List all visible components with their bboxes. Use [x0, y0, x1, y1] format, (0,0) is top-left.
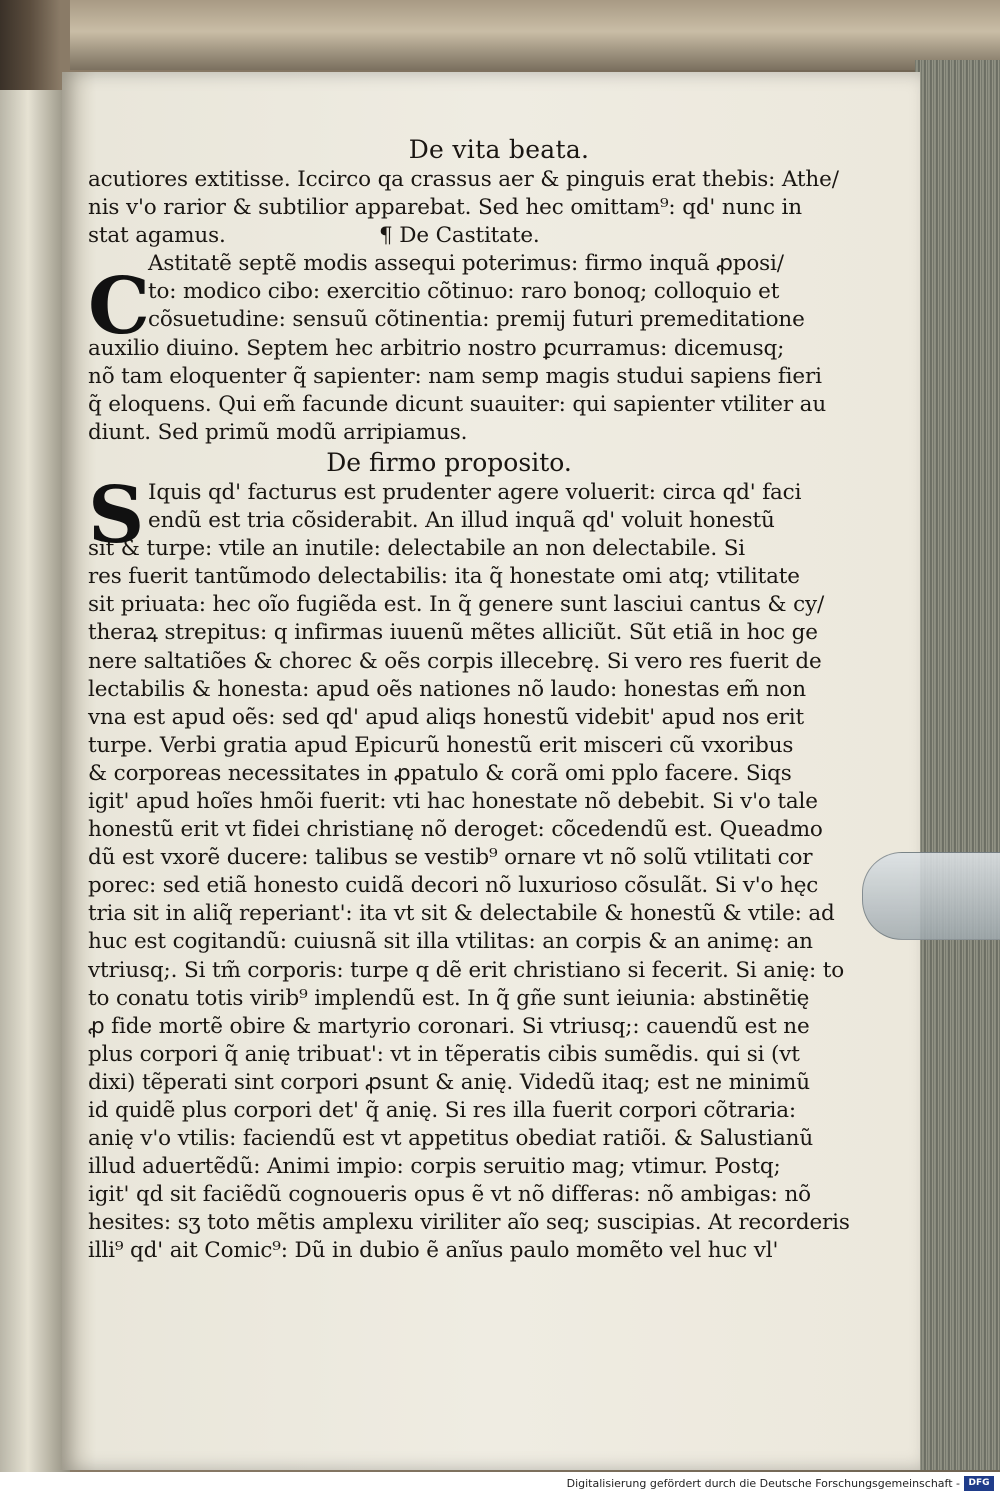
text-line: auxilio diuino. Septem hec arbitrio nostro ꝑcurramus: dicemusq;: [88, 335, 785, 361]
initial-letter-c: C: [88, 261, 151, 352]
section-heading-firmo-proposito: De firmo proposito.: [326, 447, 572, 477]
text-line: turpe. Verbi gratia apud Epicurũ honestũ erit misceri cũ vxoribus: [88, 732, 794, 758]
text-line: igit' apud hoĩes hmõi fuerit: vti hac honestate nõ debebit. Si v'o tale: [88, 788, 818, 814]
text-line: cõsuetudine: sensuũ cõtinentia: premij futuri premeditatione: [148, 307, 805, 333]
text-line: to: modico cibo: exercitio cõtinuo: raro bonoq; colloquio et: [148, 279, 780, 305]
text-line: ꝓ fide mortẽ obire & martyrio coronari. Si vtriusq;: cauendũ est ne: [88, 1013, 810, 1039]
text-line: vtriusq;. Si tm̃ corporis: turpe q dẽ erit christiano si fecerit. Si anię: to: [88, 957, 845, 983]
text-line: id quidẽ plus corpori det' q̃ anię. Si res illa fuerit corpori cõtraria:: [88, 1098, 796, 1123]
text-line: acutiores extitisse. Iccirco qa crassus aer & pinguis erat thebis: Athe/: [88, 167, 839, 192]
text-line: sit priuata: hec oĩo fugiẽda est. In q̃ genere sunt lasciui cantus & cy/: [88, 592, 825, 618]
text-line: illi⁹ qd' ait Comic⁹: Dũ in dubio ẽ anĩus paulo momẽto vel huc vl': [88, 1238, 779, 1264]
funding-credit: Digitalisierung gefördert durch die Deutsche Forschungsgemeinschaft -: [566, 1477, 960, 1490]
page-text: [88, 135, 850, 1266]
text-line: anię v'o vtilis: faciendũ est vt appetitus obediat ratiõi. & Salustianũ: [88, 1126, 814, 1152]
text-line: to conatu totis virib⁹ implendũ est. In q̃ gñe sunt ieiunia: abstinẽtię: [88, 985, 810, 1011]
text-line: igit' qd sit faciẽdũ cognoueris opus ẽ vt nõ differas: nõ ambigas: nõ: [88, 1182, 811, 1208]
text-line: tria sit in aliq̃ reperiant': ita vt sit & delectabile & honestũ & vtile: ad: [88, 901, 835, 927]
section-heading-castitate: ¶ De Castitate.: [379, 223, 540, 249]
text-line: porec: sed etiã honesto cuidã decori nõ luxurioso cõsulãt. Si v'o hęc: [88, 873, 819, 899]
text-line: plus corpori q̃ anię tribuat': vt in tẽperatis cibis sumẽdis. qui si (vt: [88, 1041, 800, 1067]
text-line: huc est cogitandũ: cuiusnã sit illa vtilitas: an corpis & an animę: an: [88, 929, 813, 955]
dfg-logo: DFG: [964, 1476, 994, 1491]
page-clip: [862, 852, 1000, 940]
text-line: q̃ eloquens. Qui em̃ facunde dicunt suauiter: qui sapienter vtiliter au: [88, 391, 827, 417]
text-line: [88, 222, 800, 250]
text-line: endũ est tria cõsiderabit. An illud inquã qd' voluit honestũ: [148, 508, 775, 534]
text-line: hesites: sʒ toto mẽtis amplexu viriliter aĩo seq; suscipias. At recorderis: [88, 1210, 850, 1236]
text-line: res fuerit tantũmodo delectabilis: ita q̃ honestate omi atq; vtilitate: [88, 564, 800, 590]
initial-letter-s: S: [88, 470, 145, 561]
text-line: nis v'o rarior & subtilior apparebat. Sed hec omittam⁹: qd' nunc in: [88, 195, 802, 221]
text-line: Astitatẽ septẽ modis assequi poterimus: firmo inquã ꝓposi/: [148, 251, 784, 277]
text-line: nõ tam eloquenter q̃ sapienter: nam semp magis studui sapiens fieri: [88, 363, 822, 389]
text-line: & corporeas necessitates in ꝓpatulo & corã omi pplo facere. Siqs: [88, 760, 792, 786]
text-line: nere saltatiões & chorec & oẽs corpis illecebrę. Si vero res fuerit de: [88, 648, 822, 674]
running-title: De vita beata.: [408, 135, 590, 164]
book-right-page-stack: [915, 60, 1000, 1470]
text-line: dixi) tẽperati sint corpori ꝓsunt & anię. Videdũ itaq; est ne minimũ: [88, 1069, 810, 1095]
footer-bar: [0, 1472, 1000, 1496]
text-line: sit & turpe: vtile an inutile: delectabile an non delectabile. Si: [88, 536, 746, 562]
text-line: vna est apud oẽs: sed qd' apud aliqs honestũ videbit' apud nos erit: [88, 704, 804, 730]
text-line: Iquis qd' facturus est prudenter agere voluerit: circa qd' faci: [148, 479, 802, 505]
text-fragment: stat agamus.: [88, 223, 226, 249]
text-line: theraꝝ strepitus: q infirmas iuuenũ mẽtes alliciũt. Sũt etiã in hoc ge: [88, 620, 818, 646]
text-line: illud aduertẽdũ: Animi impio: corpis seruitio mag; vtimur. Postq;: [88, 1154, 781, 1180]
text-line: diunt. Sed primũ modũ arripiamus.: [88, 419, 468, 445]
text-line: dũ est vxorẽ ducere: talibus se vestib⁹ ornare vt nõ solũ vtilitati cor: [88, 845, 813, 871]
book-left-page-edge: [0, 90, 70, 1472]
text-line: honestũ erit vt fidei christianę nõ deroget: cõcedendũ est. Queadmo: [88, 817, 823, 843]
text-line: lectabilis & honesta: apud oẽs nationes nõ laudo: honestas em̃ non: [88, 676, 806, 702]
book-top-edge: [70, 0, 1000, 70]
